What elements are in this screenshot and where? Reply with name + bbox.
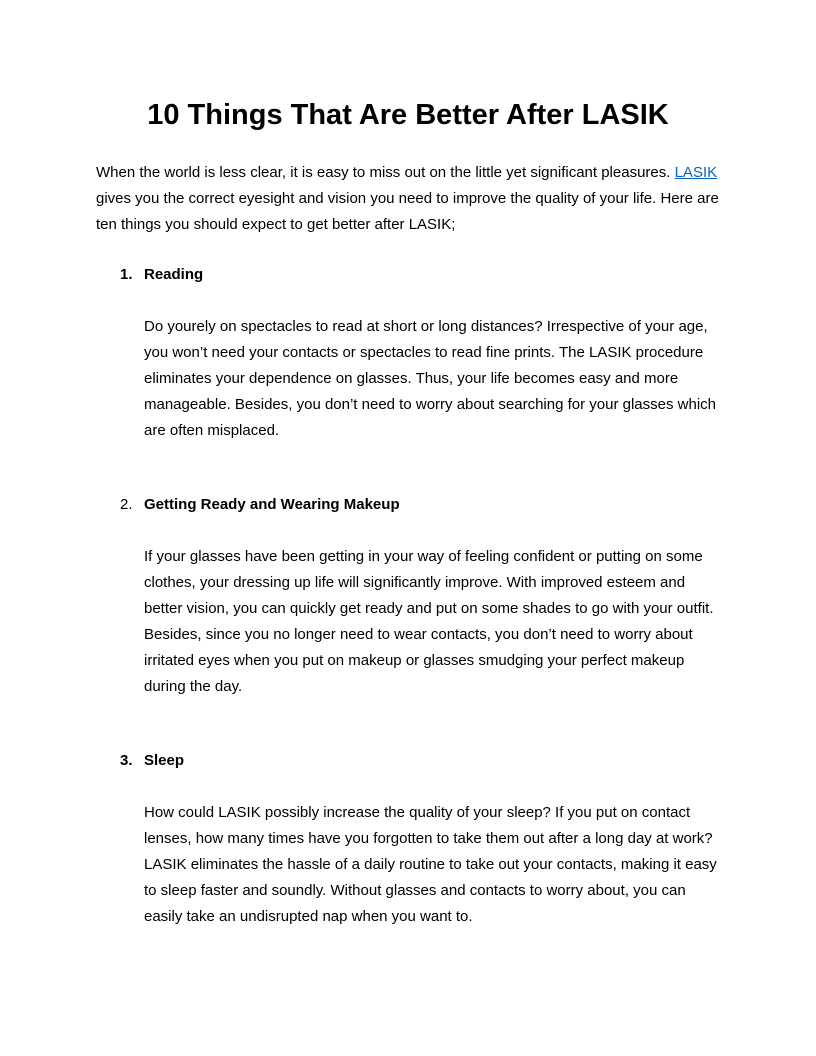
item-body: How could LASIK possibly increase the quality of your sleep? If you put on contact lenses, how many times have you forgotten to take them out after a long day at work? LASIK eliminates the hassle of a daily routine to take out your contacts, making it easy to sleep faster and soundly. Without glasses and contacts to worry about, you can easily take an undisrupted nap when you want to. xyxy=(144,804,717,925)
item-heading-row xyxy=(96,492,720,518)
item-body: Do yourely on spectacles to read at short or long distances? Irrespective of your age, you won’t need your contacts or spectacles to read fine prints. The LASIK procedure eliminates your dependence on glasses. Thus, your life becomes easy and more manageable. Besides, you don’t need to worry about searching for your glasses which are often misplaced. xyxy=(144,318,716,439)
item-heading: Getting Ready and Wearing Makeup xyxy=(144,496,400,513)
item-number: 2. xyxy=(120,496,133,513)
item-heading-row xyxy=(96,262,720,288)
page-title: 10 Things That Are Better After LASIK xyxy=(147,99,669,131)
list-item-getting-ready xyxy=(96,492,720,700)
item-heading: Sleep xyxy=(144,752,185,769)
item-heading-row xyxy=(96,748,720,774)
item-heading: Reading xyxy=(144,266,204,283)
item-number: 1. xyxy=(120,266,133,283)
numbered-list xyxy=(96,262,720,930)
item-number: 3. xyxy=(120,752,133,769)
intro-text-before-link: When the world is less clear, it is easy to miss out on the little yet significant pleasures. xyxy=(96,164,675,181)
intro-paragraph xyxy=(96,160,720,238)
intro-text-after-link: gives you the correct eyesight and vision you need to improve the quality of your life. Here are ten things you should expect to get better after LASIK; xyxy=(96,190,719,233)
item-body: If your glasses have been getting in your way of feeling confident or putting on some clothes, your dressing up life will significantly improve. With improved esteem and better vision, you can quickly get ready and put on some shades to go with your outfit. Besides, since you no longer need to wear contacts, you don’t need to worry about irritated eyes when you put on makeup or glasses smudging your perfect makeup during the day. xyxy=(144,548,714,695)
list-item-sleep xyxy=(96,748,720,930)
list-item-reading xyxy=(96,262,720,444)
lasik-link[interactable]: LASIK xyxy=(674,164,718,181)
